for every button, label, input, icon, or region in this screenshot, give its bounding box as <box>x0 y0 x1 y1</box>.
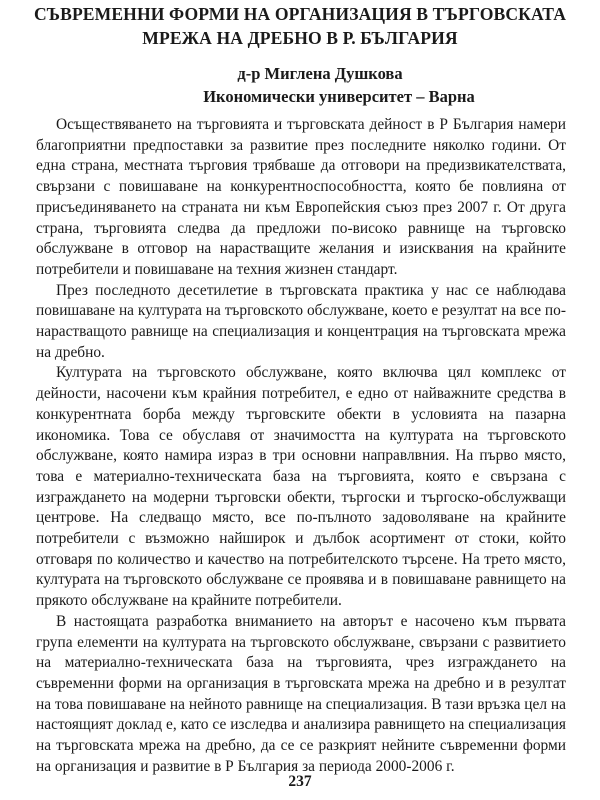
paragraph-2: През последното десетилетие в търговската практика у нас се наблюдава повишаване на културата на търговското обслужване, което е резултат на все по-нарастващото равнище на специализация и концентрация на търговската мрежа на дребно. <box>36 281 566 361</box>
author-name: д-р Миглена Душкова <box>237 64 403 83</box>
title-line-1: СЪВРЕМЕННИ ФОРМИ НА ОРГАНИЗАЦИЯ В ТЪРГОВСКАТА <box>33 4 567 24</box>
paragraph-4: В настоящата разработка вниманието на авторът е насочено към първата група елементи на културата на търговското обслужване, свързани с развитието на материално-техническата база на търговията, чрез изграждането на съвременни форми на организация в търговската мрежа на дребно и в резултат на това повишаване на нейното равнище на специализация. В тази връзка цел на настоящият доклад е, като се изследва и анализира равнището на специализация на търговската мрежа на дребно, да се се разкрият нейните съвременни форми на организация и развитие в Р България за периода 2000-2006 г. <box>36 612 566 775</box>
paragraph-3: Културата на търговското обслужване, която включва цял комплекс от дейности, насочени към крайния потребител, е едно от найважните средства в конкурентната борба между търговските обекти в условията на пазарна икономика. Това се обуславя от значимостта на културата на търговското обслужване, която намира израз в три основни направлвния. На първо място, това е материално-техническата база на търговията, която е свързана с изграждането на модерни търговски обекти, търгоски и търгоско-обслужващи центрове. На следващо място, все по-пълното задоволяване на крайните потребители с възможно найширок и дълбок асортимент от стоки, който отговаря по количество и качество на потребителското търсене. На трето място, културата на търговското обслужване се проявява и в повишаване равнището на прякото обслужване на крайните потребители. <box>36 364 566 610</box>
page-number: 237 <box>288 773 312 790</box>
paragraph-1: Осъществяването на търговията и търговската дейност в Р България намери благоприятни предпоставки за развитие през последните няколко години. От една страна, местната търговия трябваше да отговори на предизвикателствата, свързани с повишаване на конкурентноспособността, която бе повлияна от присъединяването на страната ни към Европейския съюз през 2007 г. От друга страна, търговията следва да предложи по-високо равнище на търговско обслужване в отговор на нарастващите желания и изисквания на крайните потребители и повишаване на техния жизнен стандарт. <box>36 116 566 278</box>
author-affiliation: Икономически университет – Варна <box>203 87 475 106</box>
author-block <box>0 62 600 108</box>
title-line-2: МРЕЖА НА ДРЕБНО В Р. БЪЛГАРИЯ <box>142 28 458 48</box>
article-title <box>0 2 600 50</box>
article-body <box>36 115 566 778</box>
